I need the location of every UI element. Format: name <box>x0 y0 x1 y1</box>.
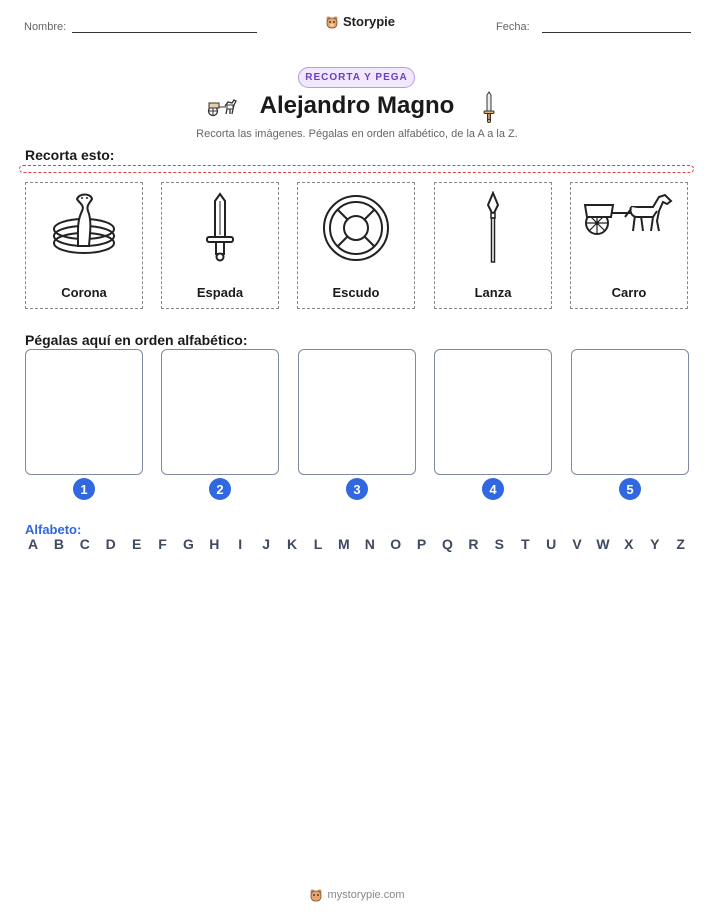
alphabet-letter: T <box>520 536 530 552</box>
alphabet-letter: S <box>494 536 504 552</box>
cut-card-lanza[interactable] <box>434 182 552 309</box>
alphabet-letter: M <box>338 536 350 552</box>
footer-url[interactable]: mystorypie.com <box>327 889 405 901</box>
cut-card-corona[interactable] <box>25 182 143 309</box>
alphabet-letter: B <box>53 536 64 552</box>
card-label: Escudo <box>332 285 380 300</box>
name-line[interactable] <box>72 32 257 33</box>
crown-icon <box>49 191 119 263</box>
cut-line <box>19 165 694 173</box>
alphabet-letter: Y <box>650 536 660 552</box>
alphabet-letter: Z <box>676 536 685 552</box>
cut-card-escudo[interactable] <box>297 182 415 309</box>
alphabet-letter: J <box>262 536 271 552</box>
alphabet-letter: E <box>131 536 142 552</box>
alphabet-letter: O <box>390 536 402 552</box>
alphabet-letter: U <box>546 536 557 552</box>
chariot-icon <box>579 191 679 241</box>
number-badge: 5 <box>619 478 641 500</box>
paste-heading: Pégalas aquí en orden alfabético: <box>25 332 248 348</box>
sword-icon <box>482 91 496 123</box>
card-label: Espada <box>196 285 244 300</box>
cut-card-espada[interactable] <box>161 182 279 309</box>
page-title: Alejandro Magno <box>259 92 455 119</box>
alphabet-letter: Q <box>442 536 453 552</box>
alphabet-letter: W <box>596 536 610 552</box>
alphabet-row <box>25 536 689 552</box>
storypie-logo <box>325 14 395 29</box>
alphabet-letter: K <box>287 536 298 552</box>
paste-box-2[interactable] <box>161 349 279 475</box>
alphabet-letter: H <box>209 536 220 552</box>
alphabet-letter: F <box>158 536 167 552</box>
instructions: Recorta las imágenes. Pégalas en orden alfabético, de la A a la Z. <box>196 128 518 140</box>
paste-box-4[interactable] <box>434 349 552 475</box>
date-label: Fecha: <box>496 21 530 33</box>
alphabet-letter: L <box>313 536 323 552</box>
card-label: Carro <box>611 285 647 300</box>
cut-card-carro[interactable] <box>570 182 688 309</box>
card-label: Corona <box>61 285 107 300</box>
alphabet-letter: A <box>27 536 39 552</box>
bear-icon <box>309 888 323 902</box>
cut-heading: Recorta esto: <box>25 147 115 163</box>
alphabet-letter: P <box>416 536 427 552</box>
logo-text: Storypie <box>343 14 396 29</box>
alphabet-letter: R <box>468 536 479 552</box>
number-badge: 1 <box>73 478 95 500</box>
bear-icon <box>325 15 339 29</box>
alphabet-letter: N <box>364 536 375 552</box>
number-badge: 3 <box>346 478 368 500</box>
alphabet-letter: X <box>624 536 634 552</box>
number-badge: 4 <box>482 478 504 500</box>
alphabet-letter: V <box>572 536 582 552</box>
alphabet-letter: I <box>238 536 243 552</box>
paste-box-3[interactable] <box>298 349 416 475</box>
alphabet-letter: D <box>105 536 116 552</box>
card-label: Lanza <box>474 285 512 300</box>
date-line[interactable] <box>542 32 691 33</box>
name-label: Nombre: <box>24 21 67 33</box>
spear-icon <box>458 191 528 263</box>
paste-box-5[interactable] <box>571 349 689 475</box>
alphabet-label: Alfabeto: <box>25 522 82 537</box>
alphabet-letter: G <box>182 536 194 552</box>
sword-icon <box>185 191 255 263</box>
footer <box>0 888 714 902</box>
alphabet-letter: C <box>79 536 90 552</box>
shield-icon <box>321 191 391 263</box>
activity-badge: RECORTA Y PEGA <box>298 67 415 88</box>
paste-box-1[interactable] <box>25 349 143 475</box>
number-badge: 2 <box>209 478 231 500</box>
